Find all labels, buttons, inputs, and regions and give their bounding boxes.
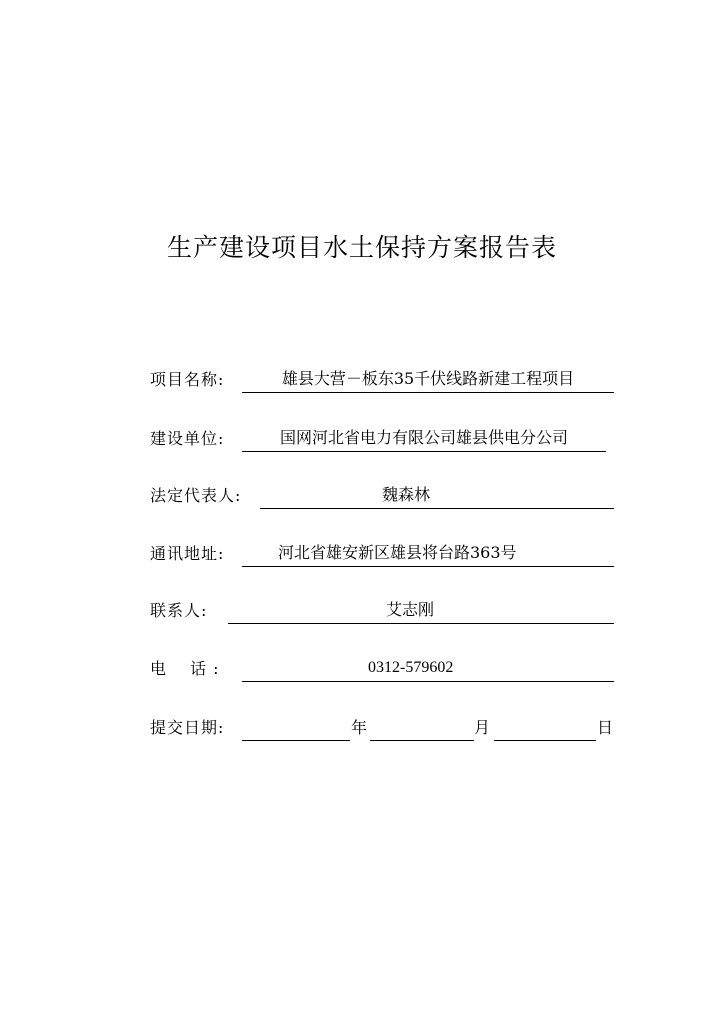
submit-date-label: 提交日期: xyxy=(150,718,225,737)
submit-date-year-unit: 年 xyxy=(351,718,368,737)
contact-label: 联系人: xyxy=(150,601,208,620)
construction-unit-field: 国网河北省电力有限公司雄县供电分公司 xyxy=(242,425,606,452)
contact-field xyxy=(228,597,614,624)
project-name-label: 项目名称: xyxy=(150,370,225,389)
submit-date-day-unit: 日 xyxy=(597,718,614,737)
submit-date-year-field xyxy=(242,714,350,741)
construction-unit-label: 建设单位: xyxy=(150,429,225,448)
project-name-field: 雄县大营－板东35千伏线路新建工程项目 xyxy=(242,366,614,393)
legal-representative-field xyxy=(260,482,614,509)
phone-label: 电 话 : xyxy=(150,659,220,678)
legal-representative-label: 法定代表人: xyxy=(150,486,242,505)
address-field xyxy=(242,540,614,567)
contact-value: 艾志刚 xyxy=(386,600,435,619)
submit-date-row xyxy=(150,714,620,742)
phone-value: 0312-579602 xyxy=(368,659,454,676)
address-value: 河北省雄安新区雄县将台路363号 xyxy=(278,543,517,562)
submit-date-day-field xyxy=(494,714,596,741)
address-label: 通讯地址: xyxy=(150,544,225,563)
legal-representative-value: 魏森林 xyxy=(382,485,431,504)
submit-date-month-unit: 月 xyxy=(474,718,491,737)
phone-field xyxy=(242,655,614,682)
submit-date-month-field xyxy=(370,714,474,741)
document-title: 生产建设项目水土保持方案报告表 xyxy=(166,233,557,262)
